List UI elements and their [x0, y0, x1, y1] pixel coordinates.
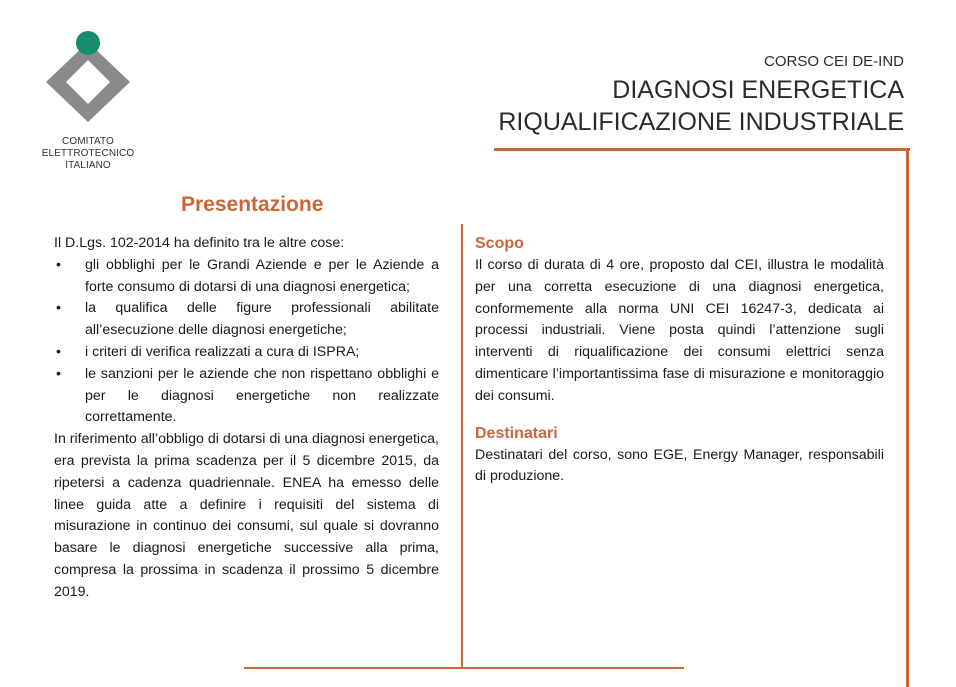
- presentazione-heading: Presentazione: [181, 193, 324, 216]
- header-divider: [494, 148, 910, 151]
- presentazione-bullets: [54, 255, 439, 429]
- list-item: [54, 364, 439, 429]
- logo-line: COMITATO: [62, 136, 114, 147]
- destinatari-body: Destinatari del corso, sono EGE, Energy Manager, responsabili di produzione.: [475, 446, 884, 485]
- page-header: [498, 52, 904, 138]
- right-column: [475, 233, 884, 488]
- bullet-icon: •: [56, 256, 61, 273]
- cei-logo: [34, 30, 142, 171]
- bullet-icon: •: [56, 300, 61, 317]
- scopo-heading: Scopo: [475, 235, 524, 252]
- destinatari-heading: Destinatari: [475, 424, 558, 442]
- list-item: [54, 342, 439, 364]
- list-item-text: la qualifica delle figure professionali abilitate all’esecuzione delle diagnosi energetiche;: [85, 300, 439, 339]
- list-item-text: gli obblighi per le Grandi Aziende e per le Aziende a forte consumo di dotarsi di una diagnosi energetica;: [85, 256, 439, 295]
- list-item: [54, 298, 439, 342]
- page-title-line2: RIQUALIFICAZIONE INDUSTRIALE: [498, 108, 904, 136]
- logo-wordmark: [34, 136, 142, 172]
- list-item-text: le sanzioni per le aziende che non rispettano obblighi e per le diagnosi energetiche non realizzate correttamente.: [85, 365, 439, 426]
- page-title-line1: DIAGNOSI ENERGETICA: [612, 76, 904, 104]
- footer-divider: [244, 667, 684, 669]
- presentazione-section: [54, 233, 439, 604]
- presentazione-intro: Il D.Lgs. 102-2014 ha definito tra le altre cose:: [54, 235, 345, 251]
- presentazione-body: In riferimento all’obbligo di dotarsi di una diagnosi energetica, era prevista la prima scadenza per il 5 dicembre 2015, da ripetersi a cadenza quadriennale. ENEA ha emesso delle linee guida atte a definire i requisiti del sistema di misurazione in continuo dei consumi, sul quale si dovranno basare le diagnosi energetiche successive alla prima, compresa la prossima in scadenza il prossimo 5 dicembre 2019.: [54, 431, 439, 600]
- logo-line: ITALIANO: [65, 160, 111, 171]
- list-item-text: i criteri di verifica realizzati a cura di ISPRA;: [85, 343, 360, 360]
- course-code: CORSO CEI DE-IND: [763, 53, 904, 70]
- bullet-icon: •: [56, 343, 61, 360]
- scopo-body: Il corso di durata di 4 ore, proposto dal CEI, illustra le modalità per una corretta esecuzione di una diagnosi energetica, conformemente alla norma UNI CEI 16247-3, dedicata ai processi industriali. Viene posta quindi l’attenzione sugli interventi di riqualificazione dei consumi elettrici senza dimenticare l’importantissima fase di misurazione e monitoraggio dei consumi.: [475, 257, 884, 404]
- bullet-icon: •: [56, 365, 61, 382]
- cei-logo-mark-icon: [36, 30, 140, 134]
- logo-line: ELETTROTECNICO: [41, 148, 135, 159]
- column-divider: [461, 224, 463, 668]
- list-item: [54, 255, 439, 299]
- right-border: [906, 148, 909, 687]
